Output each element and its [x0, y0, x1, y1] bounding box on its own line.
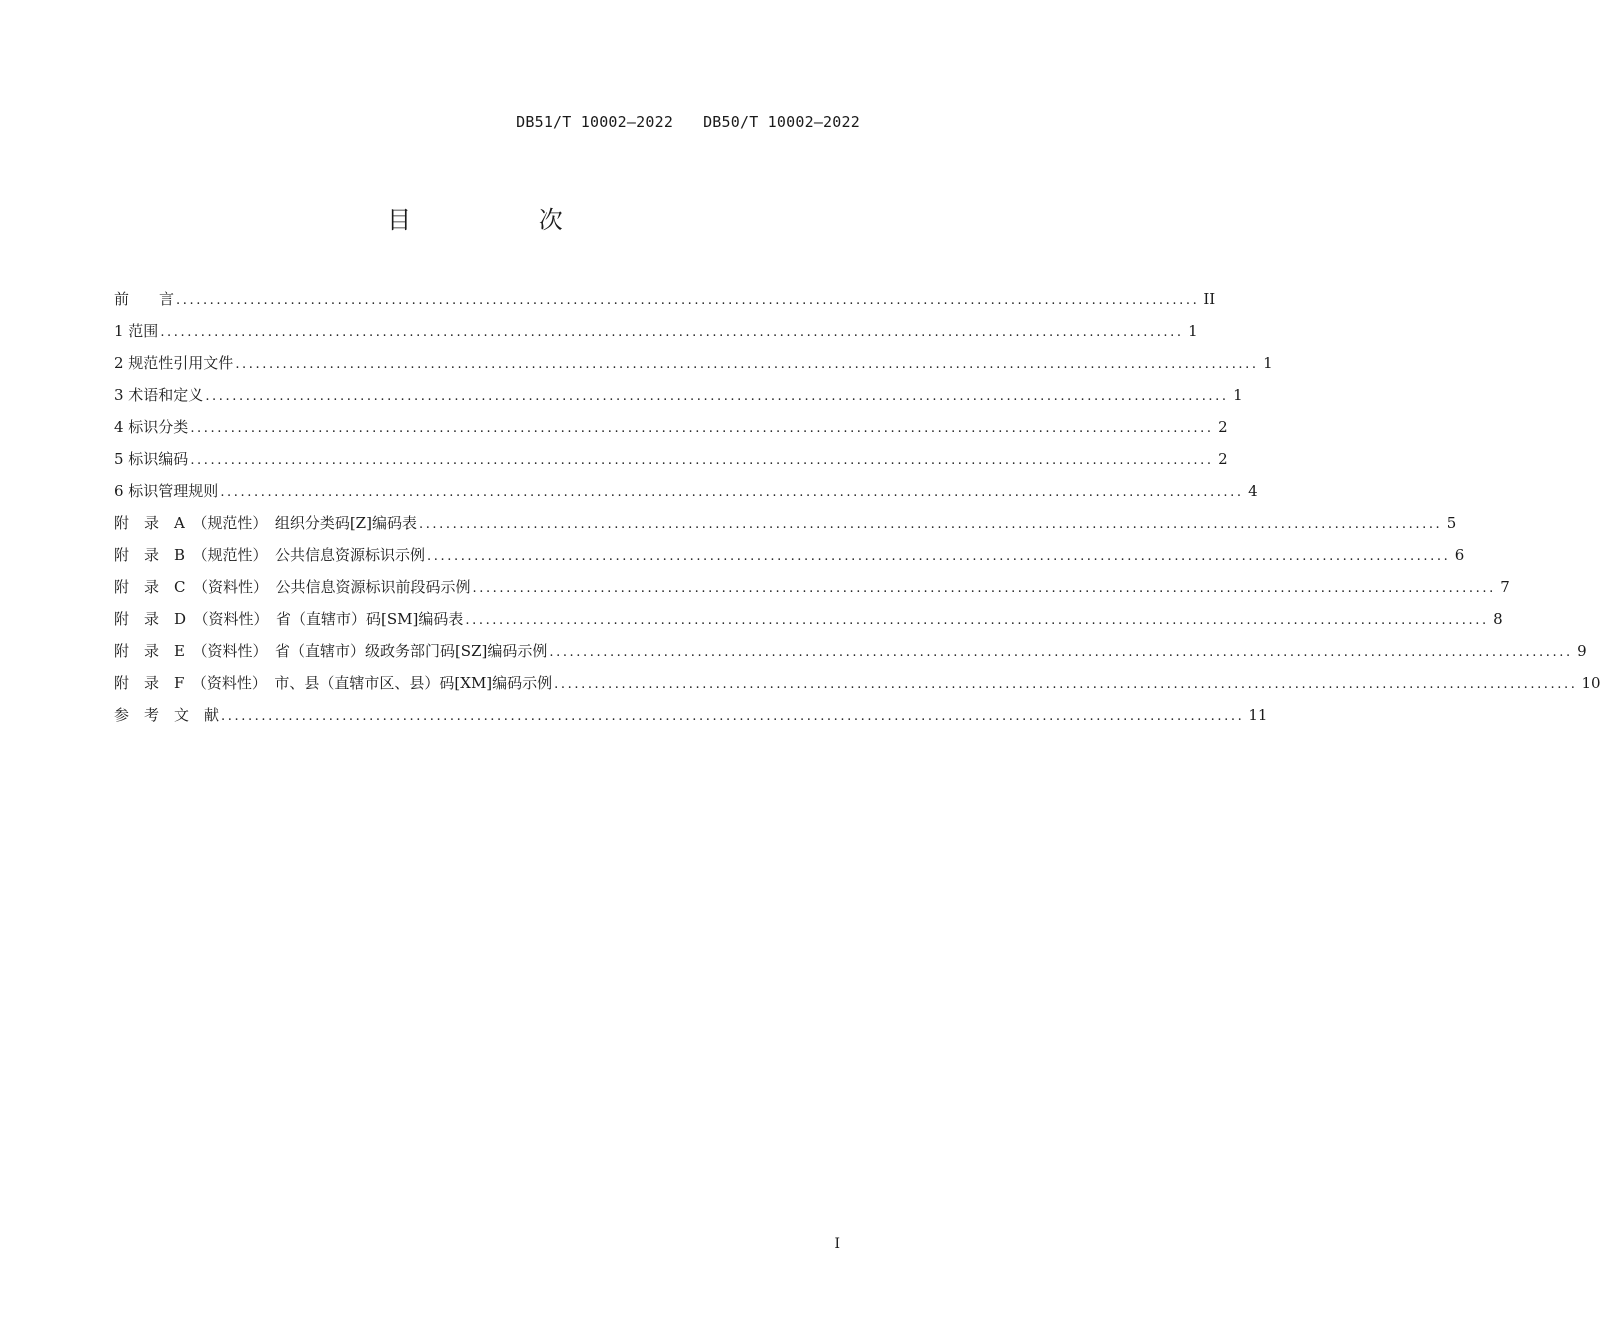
toc-entry-normative-references[interactable]	[114, 350, 1273, 382]
toc-entry-page: 2	[1218, 450, 1228, 468]
toc-entry-page: 9	[1577, 642, 1587, 660]
toc-leader-dots: ........................................................................................................................................................	[427, 549, 1451, 564]
toc-entry-label: 5 标识编码	[114, 450, 189, 468]
toc-leader-dots: ........................................................................................................................................................	[465, 613, 1489, 628]
footer-page-number: I	[834, 1236, 840, 1252]
toc-entry-appendix-f[interactable]	[114, 670, 1601, 702]
toc-entry-scope[interactable]	[114, 318, 1198, 350]
toc-entry-management-rules[interactable]	[114, 478, 1258, 510]
toc-entry-page: 1	[1188, 322, 1198, 340]
standard-code-1: DB51/T 10002—2022	[516, 113, 674, 131]
toc-leader-dots: ........................................................................................................................................................	[554, 677, 1578, 692]
toc-entry-coding[interactable]	[114, 446, 1228, 478]
toc-entry-page: 1	[1263, 354, 1273, 372]
toc-entry-label: 3 术语和定义	[114, 386, 204, 404]
toc-entry-page: 8	[1493, 610, 1503, 628]
table-of-contents	[114, 286, 1601, 734]
toc-leader-dots: ........................................................................................................................................................	[190, 453, 1214, 468]
toc-leader-dots: ........................................................................................................................................................	[190, 421, 1214, 436]
toc-leader-dots: ........................................................................................................................................................	[418, 517, 1443, 532]
standard-code-header	[516, 113, 860, 131]
toc-entry-page: 6	[1454, 546, 1465, 564]
toc-entry-label: 6 标识管理规则	[114, 482, 219, 500]
toc-entry-appendix-a[interactable]	[114, 510, 1457, 542]
toc-leader-dots: ........................................................................................................................................................	[472, 581, 1496, 596]
toc-entry-page: 7	[1500, 578, 1510, 596]
toc-entry-label: 2 规范性引用文件	[114, 354, 234, 372]
toc-entry-label: 参 考 文 献	[114, 706, 220, 724]
toc-leader-dots: ........................................................................................................................................................	[221, 709, 1245, 724]
toc-leader-dots: ........................................................................................................................................................	[205, 389, 1229, 404]
toc-entry-classification[interactable]	[114, 414, 1228, 446]
toc-entry-page: 11	[1248, 706, 1268, 724]
toc-entry-label: 附 录 D （资料性） 省（直辖市）码[SM]编码表	[114, 610, 464, 628]
toc-leader-dots: ........................................................................................................................................................	[235, 357, 1259, 372]
toc-entry-label: 前 言	[114, 290, 175, 308]
standard-code-2: DB50/T 10002—2022	[703, 113, 860, 131]
toc-entry-page: 2	[1218, 418, 1228, 436]
toc-entry-label: 1 范围	[114, 322, 159, 340]
toc-entry-label: 附 录 A （规范性） 组织分类码[Z]编码表	[114, 514, 417, 532]
toc-entry-label: 附 录 C （资料性） 公共信息资源标识前段码示例	[114, 578, 471, 596]
toc-entry-bibliography[interactable]	[114, 702, 1268, 734]
toc-entry-label: 4 标识分类	[114, 418, 189, 436]
toc-entry-page: 4	[1248, 482, 1258, 500]
page-title: 目 次	[387, 206, 623, 234]
toc-entry-page: II	[1203, 290, 1216, 308]
toc-entry-page: 5	[1446, 514, 1457, 532]
toc-entry-label: 附 录 B （规范性） 公共信息资源标识示例	[114, 546, 426, 564]
toc-entry-appendix-d[interactable]	[114, 606, 1503, 638]
toc-entry-label: 附 录 F （资料性） 市、县（直辖市区、县）码[XM]编码示例	[114, 674, 553, 692]
toc-entry-appendix-c[interactable]	[114, 574, 1510, 606]
toc-entry-appendix-b[interactable]	[114, 542, 1465, 574]
toc-entry-terms[interactable]	[114, 382, 1243, 414]
toc-entry-foreword[interactable]	[114, 286, 1216, 318]
toc-entry-page: 10	[1581, 674, 1601, 692]
toc-leader-dots: ........................................................................................................................................................	[220, 485, 1244, 500]
toc-entry-appendix-e[interactable]	[114, 638, 1587, 670]
toc-leader-dots: ........................................................................................................................................................	[549, 645, 1573, 660]
toc-leader-dots: ........................................................................................................................................................	[160, 325, 1184, 340]
toc-entry-label: 附 录 E （资料性） 省（直辖市）级政务部门码[SZ]编码示例	[114, 642, 548, 660]
toc-entry-page: 1	[1233, 386, 1243, 404]
toc-leader-dots: ........................................................................................................................................................	[176, 293, 1200, 308]
